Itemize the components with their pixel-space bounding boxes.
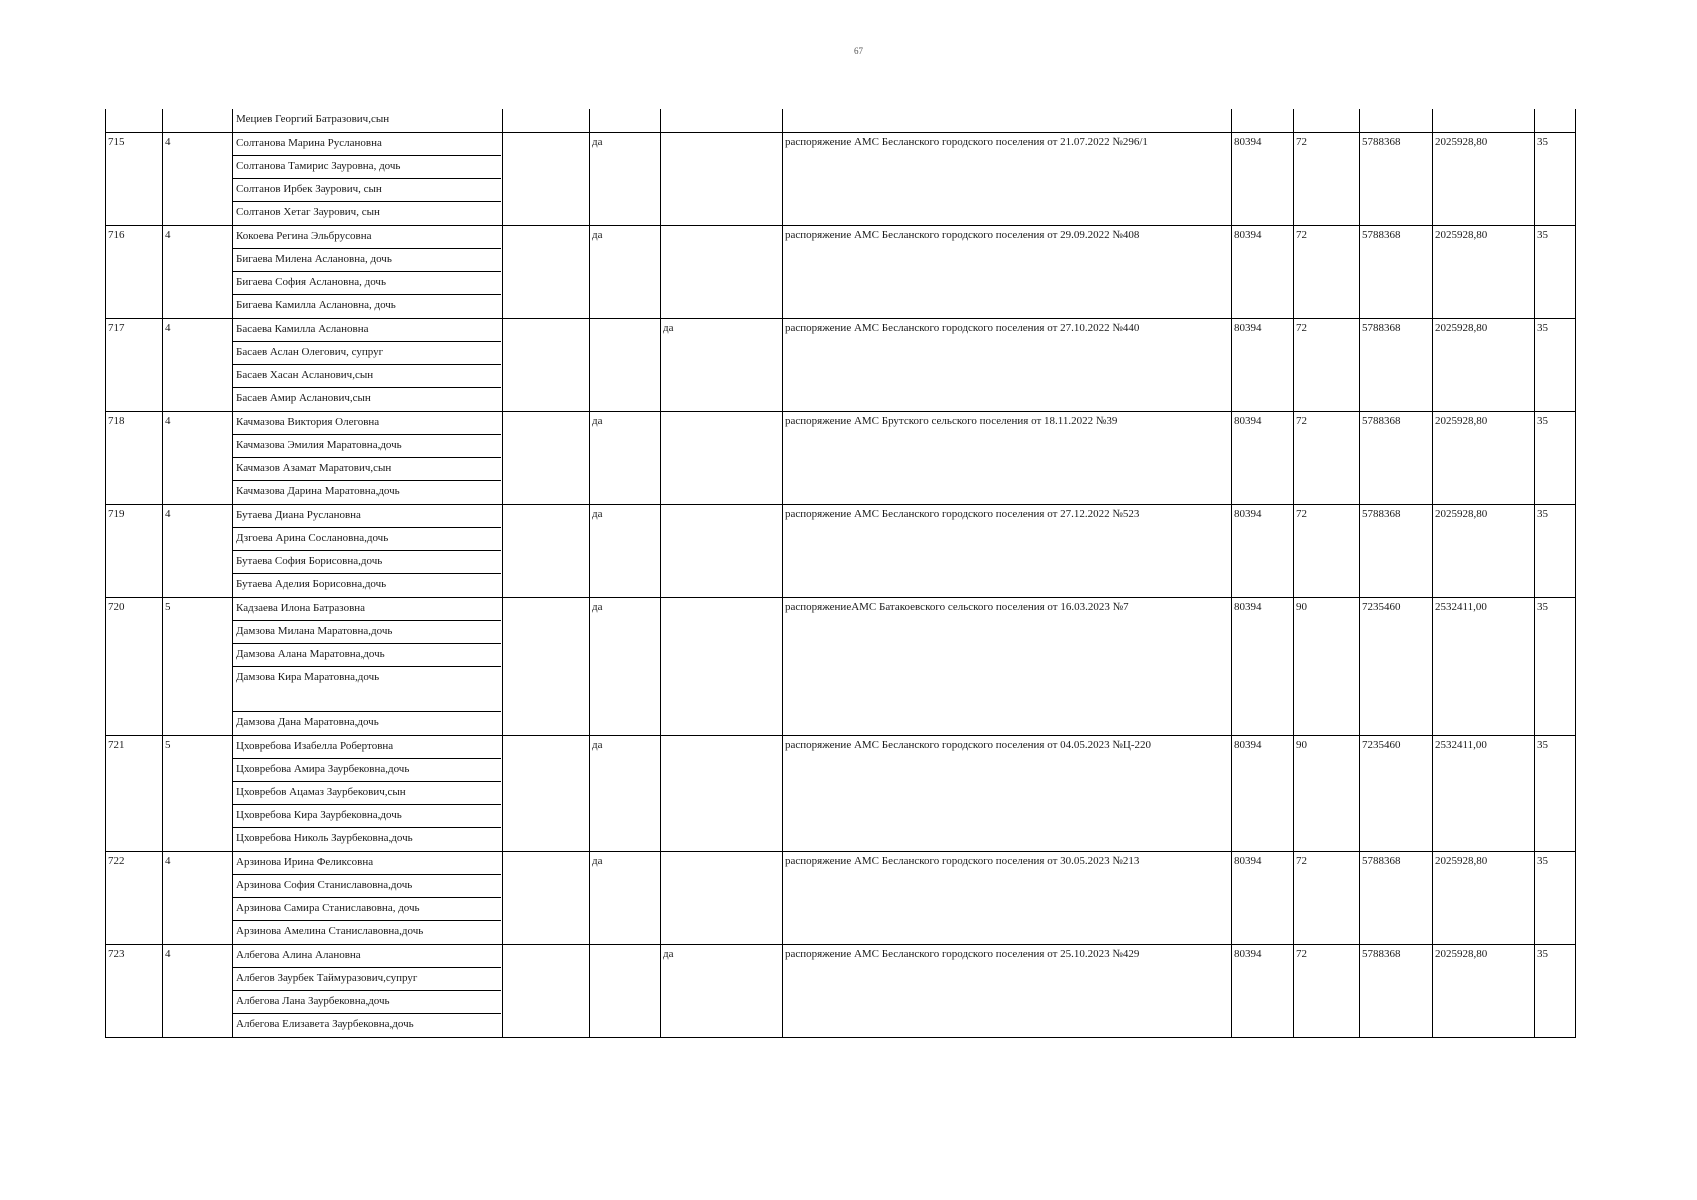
resident-name: Басаев Хасан Асланович,сын xyxy=(233,365,501,388)
blank-cell xyxy=(503,226,590,319)
blank-cell xyxy=(503,736,590,852)
resident-name: Цховребова Изабелла Робертовна xyxy=(233,736,501,759)
percent-cell: 35 xyxy=(1535,598,1576,736)
resident-name: Дамзова Кира Маратовна,дочь xyxy=(233,667,501,712)
resident-name: Качмазов Азамат Маратович,сын xyxy=(233,458,501,481)
table-row xyxy=(106,319,1576,412)
resident-name: Бигаева София Аслановна, дочь xyxy=(233,272,501,295)
resident-name: Качмазова Виктория Олеговна xyxy=(233,412,501,435)
family-size-cell: 4 xyxy=(163,852,233,945)
price-per-m2-cell: 80394 xyxy=(1232,319,1294,412)
area-cell: 90 xyxy=(1294,598,1360,736)
resident-name: Басаев Амир Асланович,сын xyxy=(236,392,371,404)
residents-cell xyxy=(233,598,503,736)
residents-cell xyxy=(233,736,503,852)
resident-name: Албегова Елизавета Заурбековна,дочь xyxy=(236,1018,414,1030)
area-cell: 72 xyxy=(1294,505,1360,598)
mark-b-cell xyxy=(661,109,783,133)
resident-name: Бигаева Милена Аслановна, дочь xyxy=(233,249,501,272)
blank-cell xyxy=(503,319,590,412)
subsidy-amount-cell: 2025928,80 xyxy=(1433,852,1535,945)
subsidy-amount-cell: 2025928,80 xyxy=(1433,133,1535,226)
area-cell xyxy=(1294,109,1360,133)
residents-cell xyxy=(233,945,503,1038)
blank-cell xyxy=(503,412,590,505)
record-number-cell: 719 xyxy=(106,505,163,598)
price-per-m2-cell: 80394 xyxy=(1232,505,1294,598)
resident-name: Албегов Заурбек Таймуразович,супруг xyxy=(233,968,501,991)
record-number-cell: 722 xyxy=(106,852,163,945)
mark-b-cell xyxy=(661,133,783,226)
order-reference-cell: распоряжение АМС Бесланского городского поселения от 27.12.2022 №523 xyxy=(783,505,1232,598)
price-per-m2-cell xyxy=(1232,109,1294,133)
blank-cell xyxy=(503,852,590,945)
mark-a-cell xyxy=(590,109,661,133)
residents-cell xyxy=(233,133,503,226)
order-reference-cell: распоряжение АМС Бесланского городского поселения от 21.07.2022 №296/1 xyxy=(783,133,1232,226)
table-row xyxy=(106,945,1576,1038)
mark-b-cell xyxy=(661,412,783,505)
price-per-m2-cell: 80394 xyxy=(1232,598,1294,736)
mark-a-cell: да xyxy=(590,736,661,852)
resident-name: Бутаева Аделия Борисовна,дочь xyxy=(236,578,387,590)
mark-b-cell xyxy=(661,505,783,598)
table-row xyxy=(106,852,1576,945)
area-cell: 90 xyxy=(1294,736,1360,852)
mark-a-cell xyxy=(590,945,661,1038)
order-reference-cell: распоряжение АМС Бесланского городского поселения от 29.09.2022 №408 xyxy=(783,226,1232,319)
percent-cell: 35 xyxy=(1535,852,1576,945)
area-cell: 72 xyxy=(1294,319,1360,412)
percent-cell: 35 xyxy=(1535,412,1576,505)
subsidy-amount-cell: 2025928,80 xyxy=(1433,226,1535,319)
total-cost-cell: 5788368 xyxy=(1360,226,1433,319)
total-cost-cell: 5788368 xyxy=(1360,319,1433,412)
area-cell: 72 xyxy=(1294,412,1360,505)
price-per-m2-cell: 80394 xyxy=(1232,852,1294,945)
residents-cell xyxy=(233,226,503,319)
resident-name: Цховребова Кира Заурбековна,дочь xyxy=(233,805,501,828)
subsidy-amount-cell: 2025928,80 xyxy=(1433,505,1535,598)
resident-name: Арзинова Амелина Станиславовна,дочь xyxy=(236,925,424,937)
mark-b-cell xyxy=(661,736,783,852)
resident-name: Кадзаева Илона Батразовна xyxy=(233,598,501,621)
resident-name: Арзинова Самира Станиславовна, дочь xyxy=(233,898,501,921)
total-cost-cell: 5788368 xyxy=(1360,133,1433,226)
total-cost-cell: 5788368 xyxy=(1360,412,1433,505)
record-number-cell: 715 xyxy=(106,133,163,226)
order-reference-cell xyxy=(783,109,1232,133)
percent-cell: 35 xyxy=(1535,319,1576,412)
table-row xyxy=(106,598,1576,736)
family-size-cell xyxy=(163,109,233,133)
resident-name: Бигаева Камилла Аслановна, дочь xyxy=(236,299,396,311)
resident-name: Бутаева Диана Руслановна xyxy=(233,505,501,528)
resident-name: Цховребова Амира Заурбековна,дочь xyxy=(233,759,501,782)
total-cost-cell: 5788368 xyxy=(1360,505,1433,598)
blank-cell xyxy=(503,505,590,598)
mark-a-cell: да xyxy=(590,505,661,598)
record-number-cell: 723 xyxy=(106,945,163,1038)
mark-a-cell: да xyxy=(590,412,661,505)
subsidy-amount-cell xyxy=(1433,109,1535,133)
blank-cell xyxy=(503,598,590,736)
mark-a-cell: да xyxy=(590,598,661,736)
resident-name: Цховребова Николь Заурбековна,дочь xyxy=(236,832,413,844)
residents-cell xyxy=(233,412,503,505)
family-size-cell: 4 xyxy=(163,133,233,226)
record-number-cell: 721 xyxy=(106,736,163,852)
mark-b-cell: да xyxy=(661,319,783,412)
resident-name: Качмазова Дарина Маратовна,дочь xyxy=(236,485,400,497)
record-number-cell xyxy=(106,109,163,133)
subsidy-amount-cell: 2025928,80 xyxy=(1433,945,1535,1038)
table-row xyxy=(106,226,1576,319)
mark-b-cell: да xyxy=(661,945,783,1038)
mark-a-cell: да xyxy=(590,133,661,226)
order-reference-cell: распоряжение АМС Бесланского городского поселения от 25.10.2023 №429 xyxy=(783,945,1232,1038)
area-cell: 72 xyxy=(1294,852,1360,945)
family-size-cell: 5 xyxy=(163,598,233,736)
resident-name: Дамзова Алана Маратовна,дочь xyxy=(233,644,501,667)
family-size-cell: 4 xyxy=(163,226,233,319)
subsidy-amount-cell: 2532411,00 xyxy=(1433,736,1535,852)
order-reference-cell: распоряжениеАМС Батакоевского сельского поселения от 16.03.2023 №7 xyxy=(783,598,1232,736)
resident-name: Басаева Камилла Аслановна xyxy=(233,319,501,342)
family-size-cell: 4 xyxy=(163,505,233,598)
resident-name: Арзинова Ирина Феликсовна xyxy=(233,852,501,875)
percent-cell: 35 xyxy=(1535,226,1576,319)
register-body xyxy=(106,109,1576,1038)
order-reference-cell: распоряжение АМС Бесланского городского поселения от 27.10.2022 №440 xyxy=(783,319,1232,412)
family-size-cell: 4 xyxy=(163,319,233,412)
resident-name: Цховребов Ацамаз Заурбекович,сын xyxy=(233,782,501,805)
record-number-cell: 717 xyxy=(106,319,163,412)
percent-cell: 35 xyxy=(1535,736,1576,852)
price-per-m2-cell: 80394 xyxy=(1232,133,1294,226)
record-number-cell: 720 xyxy=(106,598,163,736)
resident-name: Дзгоева Арина Сослановна,дочь xyxy=(233,528,501,551)
resident-name: Дамзова Дана Маратовна,дочь xyxy=(236,716,379,728)
mark-b-cell xyxy=(661,598,783,736)
residents-cell xyxy=(233,852,503,945)
resident-name: Кокоева Регина Эльбрусовна xyxy=(233,226,501,249)
order-reference-cell: распоряжение АМС Бесланского городского поселения от 04.05.2023 №Ц-220 xyxy=(783,736,1232,852)
resident-name: Арзинова София Станиславовна,дочь xyxy=(233,875,501,898)
resident-name: Дамзова Милана Маратовна,дочь xyxy=(233,621,501,644)
subsidy-amount-cell: 2025928,80 xyxy=(1433,412,1535,505)
mark-b-cell xyxy=(661,226,783,319)
price-per-m2-cell: 80394 xyxy=(1232,945,1294,1038)
price-per-m2-cell: 80394 xyxy=(1232,226,1294,319)
blank-cell xyxy=(503,133,590,226)
residents-cell xyxy=(233,319,503,412)
resident-name: Албегова Алина Алановна xyxy=(233,945,501,968)
price-per-m2-cell: 80394 xyxy=(1232,736,1294,852)
order-reference-cell: распоряжение АМС Бесланского городского поселения от 30.05.2023 №213 xyxy=(783,852,1232,945)
register-table xyxy=(105,109,1576,1038)
family-size-cell: 4 xyxy=(163,945,233,1038)
table-row xyxy=(106,133,1576,226)
area-cell: 72 xyxy=(1294,945,1360,1038)
total-cost-cell: 5788368 xyxy=(1360,852,1433,945)
subsidy-amount-cell: 2025928,80 xyxy=(1433,319,1535,412)
table-row xyxy=(106,109,1576,133)
resident-name: Качмазова Эмилия Маратовна,дочь xyxy=(233,435,501,458)
resident-name: Мециев Георгий Батразович,сын xyxy=(236,113,390,125)
total-cost-cell xyxy=(1360,109,1433,133)
total-cost-cell: 7235460 xyxy=(1360,598,1433,736)
resident-name: Солтанова Марина Руслановна xyxy=(233,133,501,156)
resident-name: Солтанов Хетаг Заурович, сын xyxy=(236,206,380,218)
record-number-cell: 718 xyxy=(106,412,163,505)
resident-name: Солтанов Ирбек Заурович, сын xyxy=(233,179,501,202)
area-cell: 72 xyxy=(1294,133,1360,226)
subsidy-amount-cell: 2532411,00 xyxy=(1433,598,1535,736)
resident-name: Солтанова Тамирис Зауровна, дочь xyxy=(233,156,501,179)
family-size-cell: 5 xyxy=(163,736,233,852)
mark-b-cell xyxy=(661,852,783,945)
family-size-cell: 4 xyxy=(163,412,233,505)
resident-name: Албегова Лана Заурбековна,дочь xyxy=(233,991,501,1014)
resident-name: Бутаева София Борисовна,дочь xyxy=(233,551,501,574)
percent-cell: 35 xyxy=(1535,505,1576,598)
residents-cell xyxy=(233,109,503,133)
table-row xyxy=(106,736,1576,852)
record-number-cell: 716 xyxy=(106,226,163,319)
table-row xyxy=(106,505,1576,598)
total-cost-cell: 5788368 xyxy=(1360,945,1433,1038)
blank-cell xyxy=(503,945,590,1038)
mark-a-cell: да xyxy=(590,226,661,319)
percent-cell: 35 xyxy=(1535,945,1576,1038)
blank-cell xyxy=(503,109,590,133)
mark-a-cell: да xyxy=(590,852,661,945)
percent-cell: 35 xyxy=(1535,133,1576,226)
residents-cell xyxy=(233,505,503,598)
area-cell: 72 xyxy=(1294,226,1360,319)
order-reference-cell: распоряжение АМС Брутского сельского поселения от 18.11.2022 №39 xyxy=(783,412,1232,505)
table-row xyxy=(106,412,1576,505)
total-cost-cell: 7235460 xyxy=(1360,736,1433,852)
mark-a-cell xyxy=(590,319,661,412)
percent-cell xyxy=(1535,109,1576,133)
page-number: 67 xyxy=(854,46,863,56)
resident-name: Басаев Аслан Олегович, супруг xyxy=(233,342,501,365)
price-per-m2-cell: 80394 xyxy=(1232,412,1294,505)
